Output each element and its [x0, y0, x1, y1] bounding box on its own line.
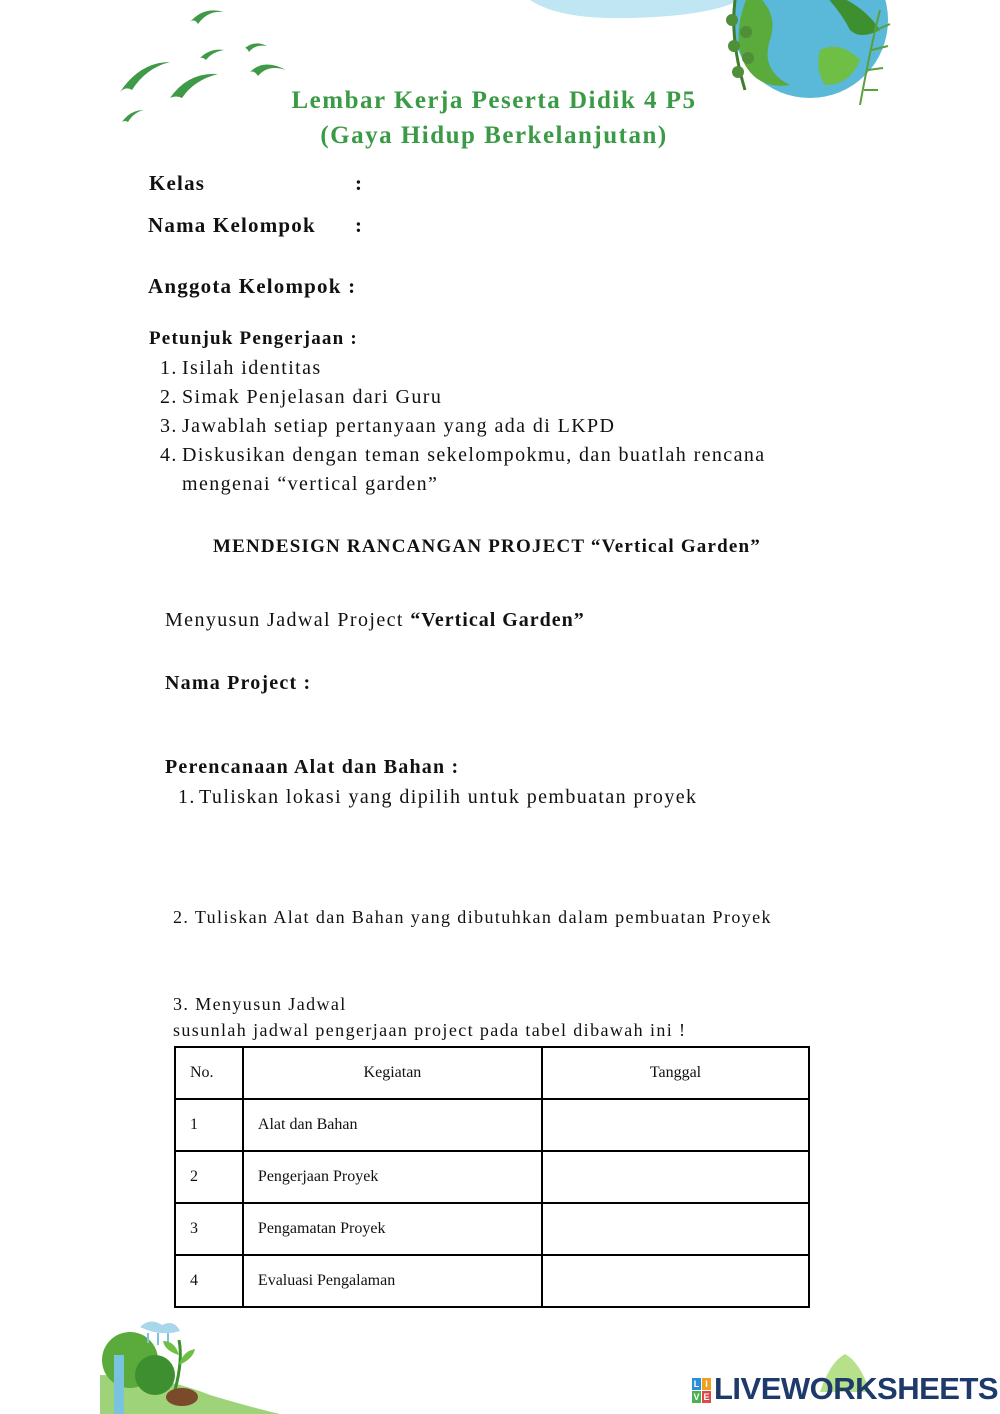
question-3-sub: susunlah jadwal pengerjaan project pada tabel dibawah ini !: [173, 1020, 687, 1040]
schedule-table: [174, 1046, 810, 1308]
cell-no: 4: [175, 1255, 243, 1307]
nama-kelompok-colon: :: [355, 213, 364, 237]
question-1-answer[interactable]: [185, 820, 805, 890]
cell-kegiatan: Evaluasi Pengalaman: [243, 1255, 542, 1307]
project-name-label: Nama Project :: [165, 672, 312, 694]
logo-letter-v: V: [693, 1392, 700, 1402]
cell-no: 1: [175, 1099, 243, 1151]
table-row: [175, 1255, 809, 1307]
question-1-text: Tuliskan lokasi yang dipilih untuk pembuatan proyek: [199, 786, 698, 808]
cell-no: 2: [175, 1151, 243, 1203]
header-kegiatan: Kegiatan: [243, 1047, 542, 1099]
schedule-intro-bold: “Vertical Garden”: [410, 609, 585, 631]
logo-letter-l: L: [693, 1379, 700, 1389]
cell-tanggal-input[interactable]: [542, 1099, 809, 1151]
nama-kelompok-label: Nama Kelompok: [148, 213, 316, 237]
table-row: [175, 1151, 809, 1203]
instruction-num-1: 1.: [160, 357, 178, 379]
header-no: No.: [175, 1047, 243, 1099]
question-2-text: 2. Tuliskan Alat dan Bahan yang dibutuhkan dalam pembuatan Proyek: [173, 907, 772, 927]
project-name-input[interactable]: [318, 672, 798, 702]
table-row: [175, 1099, 809, 1151]
instruction-num-2: 2.: [160, 386, 178, 408]
nama-kelompok-input[interactable]: [375, 214, 795, 240]
kelas-label: Kelas: [149, 171, 206, 195]
question-3-text: 3. Menyusun Jadwal: [173, 994, 347, 1014]
table-header-row: [175, 1047, 809, 1099]
cell-kegiatan: Alat dan Bahan: [243, 1099, 542, 1151]
kelas-input[interactable]: [375, 172, 795, 198]
schedule-intro-plain: Menyusun Jadwal Project: [165, 609, 411, 631]
cell-tanggal-input[interactable]: [542, 1255, 809, 1307]
instructions-heading: Petunjuk Pengerjaan :: [149, 328, 358, 349]
section-heading: MENDESIGN RANCANGAN PROJECT “Vertical Garden”: [213, 536, 761, 557]
instruction-text-1: Isilah identitas: [182, 357, 322, 379]
instruction-text-4-cont: mengenai “vertical garden”: [182, 473, 439, 495]
logo-letter-i: I: [702, 1378, 711, 1390]
cell-kegiatan: Pengamatan Proyek: [243, 1203, 542, 1255]
instruction-num-4: 4.: [160, 444, 178, 466]
logo-letter-e: E: [703, 1392, 710, 1402]
anggota-kelompok-input[interactable]: [375, 275, 795, 315]
planning-heading: Perencanaan Alat dan Bahan :: [165, 756, 460, 778]
cell-no: 3: [175, 1203, 243, 1255]
question-1-num: 1.: [178, 786, 196, 808]
page-title-line2: (Gaya Hidup Berkelanjutan): [320, 122, 668, 149]
instruction-text-4: Diskusikan dengan teman sekelompokmu, dan buatlah rencana: [182, 444, 766, 466]
nature-scene-icon: [100, 1315, 280, 1414]
table-row: [175, 1203, 809, 1255]
anggota-kelompok-label: Anggota Kelompok :: [148, 274, 357, 298]
kelas-colon: :: [355, 171, 364, 195]
cell-kegiatan: Pengerjaan Proyek: [243, 1151, 542, 1203]
instruction-text-2: Simak Penjelasan dari Guru: [182, 386, 443, 408]
header-tanggal: Tanggal: [542, 1047, 809, 1099]
schedule-intro: [165, 609, 585, 632]
instruction-num-3: 3.: [160, 415, 178, 437]
page-title-line1: Lembar Kerja Peserta Didik 4 P5: [291, 87, 697, 114]
instruction-text-3: Jawablah setiap pertanyaan yang ada di LKPD: [182, 415, 616, 437]
liveworksheets-logo-icon: [692, 1378, 712, 1404]
cell-tanggal-input[interactable]: [542, 1203, 809, 1255]
cell-tanggal-input[interactable]: [542, 1151, 809, 1203]
question-2-answer[interactable]: [185, 935, 805, 985]
liveworksheets-brand[interactable]: LIVEWORKSHEETS: [714, 1371, 999, 1406]
